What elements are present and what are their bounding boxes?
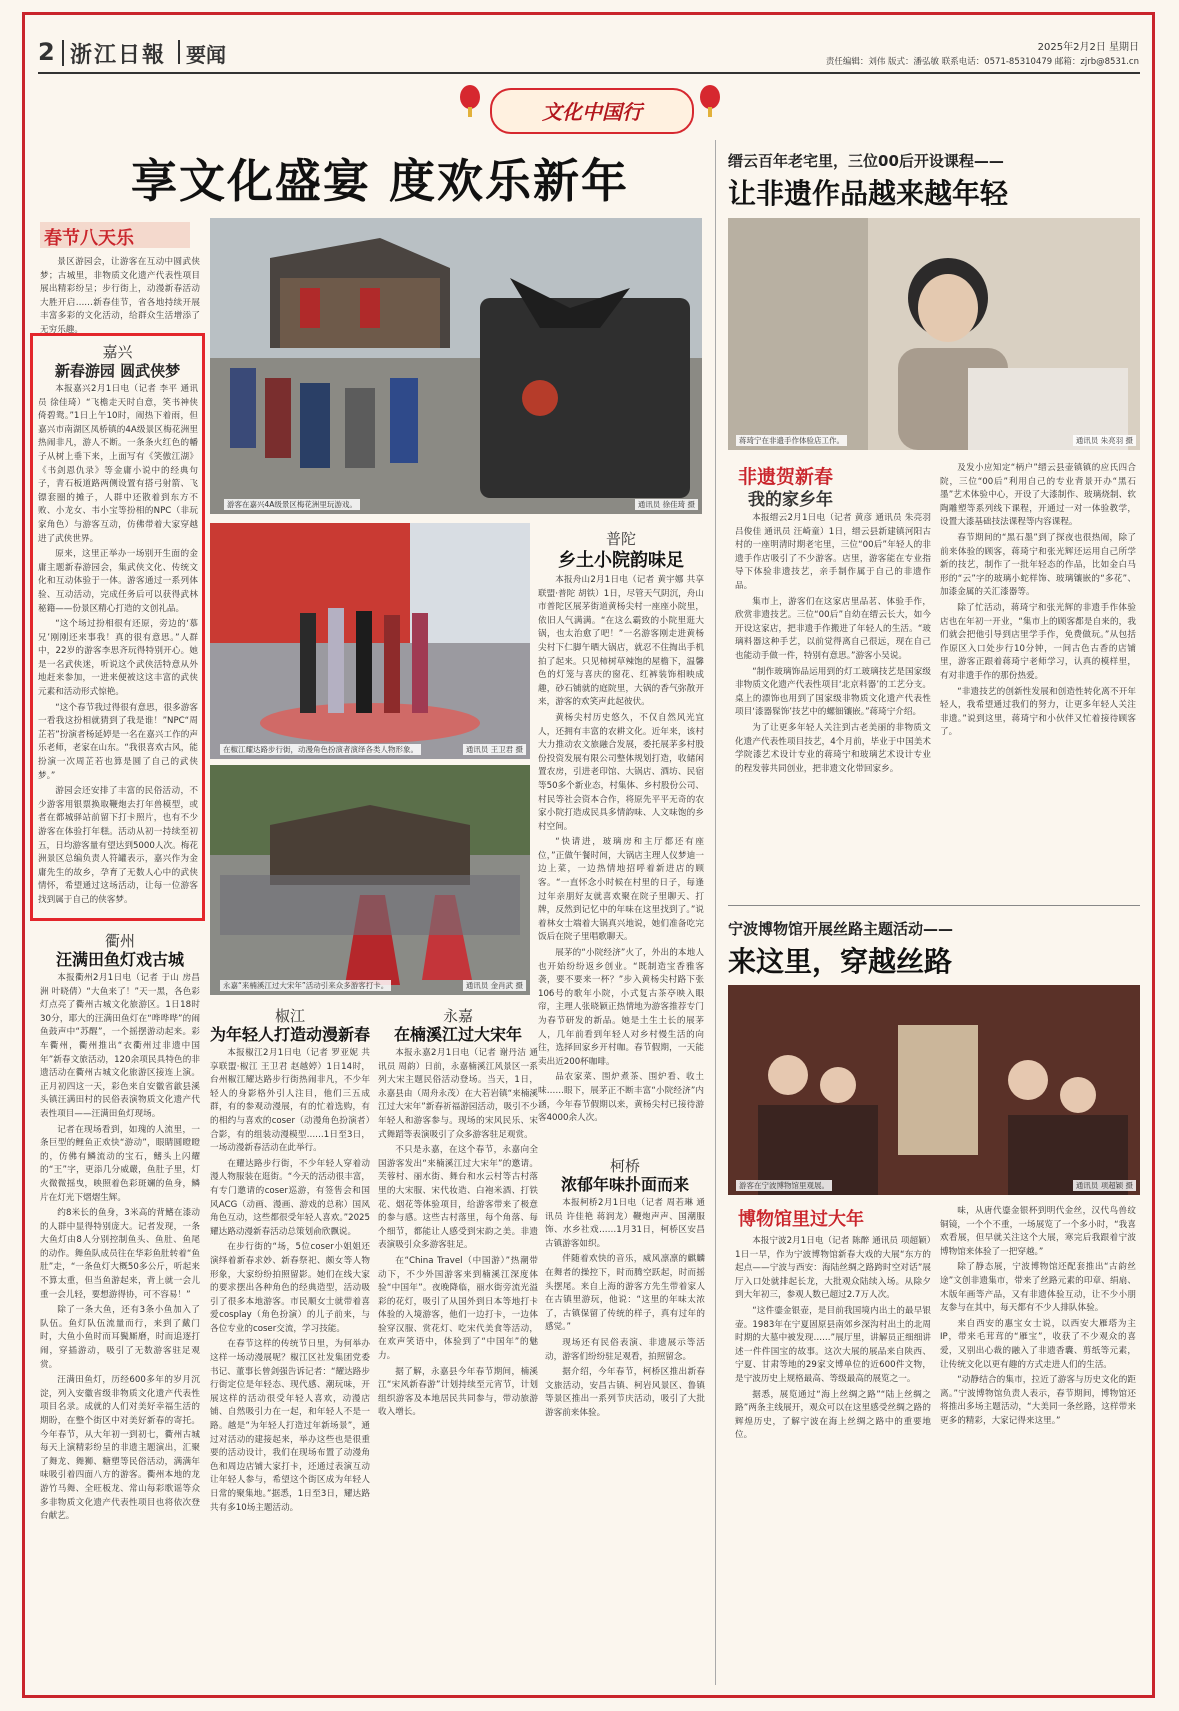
header-divider [62, 40, 64, 66]
photo-caption: 蒋琦宁在非遗手作体验店工作。 [736, 435, 847, 446]
photo-caption: 游客在宁波博物馆里观展。 [736, 1180, 832, 1191]
scene-illustration [210, 218, 702, 514]
paragraph: 记者在现场看到，如瑰的人流里，一条巨型的鲤鱼正欢快“游动”，眼睛圆瞪瞪的，仿佛有鳞流动的宝石，鳍头上闪耀的“王”字，更添几分威嚴，鱼肚子里，灯火微微摇曳，映照着色彩斑斓的鱼身，鳞片在灯光下熠熠生辉。 [40, 1124, 200, 1203]
article-body [538, 574, 704, 1124]
paragraph: 来自西安的惠宝女士说，以西安大雁塔为主IP，带来毛茸茸的“雁宝”，收获了不少观众的喜爱，又别出心裁的融入了非遗香囊、剪纸等元素，让传统文化以更有趣的方式走进人们的生活。 [940, 1318, 1136, 1370]
kicker: 缙云百年老宅里，三位00后开设课程—— [728, 152, 1004, 170]
photo-credit: 通讯员 朱亮羽 摄 [1073, 435, 1136, 446]
paragraph: 现场还有民俗表演、非遗展示等活动，游客们纷纷驻足观看，拍照留念。 [545, 1337, 705, 1362]
paragraph: 集市上，游客们在这家店里品茗、体验手作，欣赏非遗技艺。三位“00后”自幼在缙云长大，如今开设这家店，把非遗手作搬进了年轻人的生活。“玻璃料器这种手艺，以前觉得离自己很远，现在自己也能动手做一件，特别有意思。”游客小吴说。 [735, 596, 931, 661]
paragraph: 在步行街的“场，5位coser小姐姐还演绎着新春求妙、新春祭祀、颇女等人物形象，大家纷纷拍照留影。她们在线大家的要求摆出各种角色的经典造型，活动吸引了很多本地游客。市民顺女士就带着喜爱cosplay（角色扮演）的儿子前来，与各位专业的coser交流，学习技能。 [210, 1242, 370, 1334]
paragraph: 据了解，永嘉县今年春节期间，楠溪江“宋风新春游”计划持续至元宵节，计划组织游客及本地居民共同参与，带动旅游收入增长。 [378, 1366, 538, 1418]
paragraph: 在耀达路步行街，不少年轻人穿着动漫人物服装在逛街。“今天的活动很丰富，有专门邀请的coser巡游，有签售会和国风ACG（动画、漫画、游戏的总称）国风角色互动，这些都很受年轻人喜欢。”2025耀达路动漫新春活动总策划俞欣飘说。 [210, 1158, 370, 1237]
paragraph: “快请进，玻璃房和主厅都还有座位，”正做午餐时间，大锅店主理人仪梦迪一边上菜，一边热情地招呼着新进店的顾客。“一直怀念小时候在村里的日子，每逢过年亲朋好友就喜欢聚在院子里聊天、打牌，反然到记忆中的年味在这里找到了。”说着林女士端着大锅真兴地说，她们准备吃完饭后在院子里唱歌聊天。 [538, 837, 704, 943]
paragraph: 本报椒江2月1日电（记者 罗亚妮 共享联盟·椒江 王卫君 赵越婷）1日14时，台州椒江耀达路步行街热闹非凡，不少年轻人的身影格外引人注目，他们三五成群，有的参观动漫展，有的忙着选购，有的相约与喜欢的coser（动漫角色扮演者）合影，有的组装动漫模型……1日至3日，一场动漫新春活动在此举行。 [210, 1048, 370, 1154]
city-name: 椒江 [274, 1007, 305, 1025]
article-title: 在楠溪江过大宋年 [393, 1025, 522, 1044]
article-title: 汪满田鱼灯戏古城 [55, 950, 184, 969]
photo-credit: 通讯员 金肖武 摄 [463, 980, 526, 991]
paragraph: 在春节这样的传统节日里，为何举办这样一场动漫展呢？椒江区社发集团党委书记、董事长曾剑强告诉记者：“耀达路步行街定位是年轻态、现代感、潮玩味，开展这样的活动很受年轻人喜欢，动漫店铺、自然吸引力在一起，和年轻人不是一路。越是“为年轻人打造过年新场景”，通过对活动的建接起来，举办这些也是很重要的活动设计，我们在现场布置了动漫角色和周边店铺大家打卡，还通过表演互动让年轻人参与，希望这个街区成为年轻人日常的聚集地。”据悉，1日至3日，耀达路共有多10场主题活动。 [210, 1339, 370, 1513]
scene-illustration [210, 765, 530, 995]
paragraph: 本报缙云2月1日电（记者 黄彦 通讯员 朱亮羽 吕俊佳 通讯员 汪崎童）1日，缙云县新建镇河阳古村的一座明清时期老宅里，三位“00后”年轻人的非遗手作店吸引了不少游客。店里，游客能在专业指导下体验非遗技艺，亲手制作属于自己的非遗作品。 [735, 513, 931, 591]
badge-text: 文化中国行 [542, 100, 642, 124]
city-name: 衢州 [104, 932, 135, 950]
paragraph: 本报柯桥2月1日电（记者 周若琳 通讯员 许佳艳 蒋润龙）鞭炮声声、国潮服饰、水乡社戏……1月31日，柯桥区安昌古镇游客如织。 [545, 1198, 705, 1249]
article-title: 浓郁年味扑面而来 [560, 1175, 689, 1194]
paragraph: 除了一条大鱼，还有3条小鱼加入了队伍。鱼灯队伍流量而行，来到了戴门时，大鱼小鱼时而耳鬓厮磨，时而追逐打闹，穿插游动，吸引了无数游客驻足观赏。 [40, 1305, 200, 1370]
photo-credit: 通讯员 王卫君 摄 [463, 744, 526, 755]
city-name: 嘉兴 [102, 343, 133, 361]
article-title: 乡土小院韵味足 [558, 550, 684, 571]
paragraph: 约8米长的鱼身，3米高的背鳍在漆动的人群中显得特别庞大。记者发现，一条大鱼灯由8人分别控制鱼头、鱼肚、鱼尾的动作。舞鱼队成员往在华彩鱼肚转着“鱼肚”走，“一条鱼灯大概50多公斤，听起来不算太重，但当鱼游起来，背上就一会儿重一会儿轻，要想游得协，可不容易！” [40, 1208, 200, 1300]
article-body [40, 972, 200, 1687]
photo-caption: 游客在嘉兴4A级景区梅花洲里玩游戏。 [224, 499, 360, 510]
city-name: 永嘉 [442, 1007, 473, 1025]
column-rule [715, 140, 716, 1685]
headline: 来这里，穿越丝路 [728, 945, 953, 978]
paragraph: 除了静态展，宁波博物馆还配套推出“古韵丝途”文创非遗集市，带来了丝路元素的印章、绢扇、木版年画等产品，又有非遗体验互动，让不少小朋友参与在其中，每天都有不少人排队体验。 [940, 1262, 1136, 1314]
photo-jiaxing [210, 218, 702, 514]
paper-name: 浙江日報 [70, 42, 167, 68]
article-body [940, 462, 1136, 892]
paragraph: 本报永嘉2月1日电（记者 谢丹洁 通讯员 周韵）日前，永嘉楠溪江风景区一系列大宋主题民俗活动登场。当天，1日，永嘉县由（周舟永茂）在大若岩镇“来楠溪江过大宋年”新春祈福游园活动，吸引不少年轻人和游客参与。现场的宋风民乐、宋式舞蹈等表演吸引了众多游客驻足观赏。 [378, 1048, 538, 1140]
paragraph: “制作玻璃饰品运用到的灯工玻璃技艺是国家级非物质文化遗产代表性项目‘北京料器’的工艺分支。桌上的漂饰也用到了国家级非物质文化遗产代表性项目‘漆器髹饰’技艺中的螺钿镶嵌。”蒋琦宁介绍。 [735, 666, 931, 718]
photo-jinyun [728, 218, 1140, 450]
header-divider-2 [178, 40, 180, 64]
article-body [735, 512, 931, 892]
scene-illustration [728, 985, 1140, 1195]
paragraph: 游园会还安排了丰富的民俗活动，不少游客用银票换取鞭炮去打年兽模型，或者在都城驿站前留下打卡照片，也有不少游客在体验打年糕。活动从初一持续至初五，日均游客量有望达到5000人次。梅花洲景区总编负责人符罐表示，嘉兴作为金庸先生的故乡，孕育了无数人心中的武侠情怀，希望通过这场活动，让每一位游客找到属于自己的侠客梦。 [38, 786, 198, 905]
side-head: 非遗贺新春 [738, 466, 834, 488]
section-rule [728, 905, 1140, 906]
paragraph: 除了忙活动，蒋琦宁和张光辉的非遗手作体验店也在年初一开业，“集市上的顾客都是自来的，我们就会把他引导到店里学手作，免费做玩。”从包括作原区入口处步行10分钟，一间古色古香的店铺里，游客正跟着蒋琦宁老师学习，认真的模样里，有对非遗手作的那份热爱。 [940, 602, 1136, 681]
paragraph: “这个场过扮相很有还原，旁边的‘慕兄’刚刚还来事我！真的很有意思。”人群中，22岁的游客李思齐玩得特别开心。她是一名武侠迷，听说这个武侠活特意从外地赶来参加，一进来便被这这丰富的武侠元素和活动形式惊艳。 [38, 619, 198, 698]
photo-caption: 在椒江耀达路步行街，动漫角色扮演者演绎各类人物形象。 [220, 744, 421, 755]
header-rule [38, 72, 1140, 74]
editor-line: 责任编辑：刘伟 版式：潘弘敏 联系电话：0571-85310479 邮箱：zjrb@8531.cn [825, 57, 1139, 67]
article-body [38, 383, 198, 915]
photo-credit: 通讯员 徐佳琦 摄 [635, 499, 698, 510]
paragraph: 伴随着欢快的音乐，威风凛凛的麒麟在舞者的操控下，时而腾空跃起，时而摇头摆尾。来自上海的游客方先生带着家人在古镇里游玩，他说：“这里的年味太浓了，古镇保留了传统的样子，真有过年的感觉。” [545, 1254, 705, 1333]
kicker: 宁波博物馆开展丝路主题活动—— [728, 920, 954, 938]
paragraph: “动静结合的集市，拉近了游客与历史文化的距离。”宁波博物馆负责人表示，春节期间，博物馆还将推出多场主题活动，“大美同一条丝路，这样带来更多的精彩，大家记得来这里。” [940, 1375, 1136, 1426]
paragraph: 本报嘉兴2月1日电（记者 李平 通讯员 徐佳琦）“飞檐走天时自意，笑书神侠倚碧鸳。”1日上午10时，闹热下着雨，但嘉兴市南湖区凤桥镇的4A级景区梅花洲里热闹非凡，游人不断。一条条火红色的幡子从树上垂下来，上面写有《笑傲江湖》《书剑恩仇录》等金庸小说中的经典句子，青石板道路两侧设置有搭弓射箭、飞镖套圈的摊子，人群中还散着到东方不败、小龙女、韦小宝等扮相的NPC（非玩家角色）与游客互动，仿佛带着大家穿越进了武侠世界。 [38, 384, 198, 544]
page-number: 2 [38, 38, 55, 66]
photo-jiaojiang [210, 523, 530, 759]
photo-credit: 通讯员 项超颖 摄 [1073, 1180, 1136, 1191]
headline: 让非遗作品越来越年轻 [728, 177, 1009, 210]
paragraph: 及发小应知定“柄户”缙云县壶镇镇的应氏四合院，三位“00后”利用自己的专业背景开办“黑石墨”艺术体验中心，开设了大漆制作、玻璃烧制、软陶雕塑等系列线下课程，开通过一对一体验教学，设置大漆基础技法课程等内容课程。 [940, 463, 1136, 528]
scene-illustration [210, 523, 530, 759]
paragraph: 为了让更多年轻人关注到古老美丽的非物质文化遗产代表性项目技艺，4个月前，毕业于中国美术学院漆艺术设计专业的蒋琦宁和玻璃艺术设计专业的程发蓉共同创业，把非遗文化带回家乡。 [735, 722, 931, 774]
paragraph: “非遗技艺的创新性发展和创造性转化离不开年轻人，我希望通过我们的努力，让更多年轻人关注非遗。”说到这里，蒋琦宁和小伙伴又忙着接待顾客了。 [940, 686, 1136, 738]
article-body [378, 1047, 538, 1687]
paragraph: 黄杨尖村历史悠久，不仅自然风光宜人，还拥有丰富的农耕文化。近年来，该村大力推动农文旅融合发展，委托展茅多村股份投资发展有限公司整体规划打造，收储闲置农房，引进老印馆、大锅店、酒坊、民宿等50多个新业态，村集体、乡村股份公司、村民等社会资本合作，将原先平平无奇的农家小院打造成民具多情韵味、人文味饱的乡村空间。 [538, 712, 704, 832]
paragraph: 不只是永嘉，在这个春节，永嘉向全国游客发出“来楠溪江过大宋年”的邀请。芙蓉村、丽水街、舞台和水云村等古村落里的大宋服、宋代妆造、白袍米酒、打铁花、烟花等体验项目，给游客带来了极意的参与感。这些古村落里，每个角落、每个细节，都能让人感受到宋韵之美。非遗表演吸引众多游客驻足。 [378, 1145, 538, 1251]
paragraph: 本报衢州2月1日电（记者 于山 房昌洲 叶晓倩）“大鱼来了！”天一黑，各色彩灯点亮了衢州古城文化旅游区。1日18时30分，耶大的汪满田鱼灯在“哗哗哗”的闹鱼鼓声中“苏醒”，一个摇摆游动起来。彩车衢州，衢州推出“衣衢州过非遗中国年”新春文旅活动，120余项民具特色的非遗活动在衢州古城文化旅游区接连上演。正月初四这一天，彩色来自安徽省歙县溪头镇汪满田村的民俗表演物质文化遗产代表性项目——汪满田鱼灯现场。 [40, 973, 200, 1119]
left-intro [40, 256, 200, 336]
paragraph: 本报舟山2月1日电（记者 黄宇娜 共享联盟·普陀 胡铁）1日，尽管天气阴沉，舟山市普陀区展茅街道黄杨尖村一座座小院里，依旧人气满满。“在这么霸致的小院里逛大锅，也太治愈了吧！”一名游客刚走进黄杨尖村下仁脚午晒大锅店，就忍不住掏出手机拍了起来。只见柿树草辣饱的屋檐下，温馨色的灯笼与喜庆的窗花、红裤装饰相映成趣，砂石铺就的庭院里，大锅的香气弥散开来，游客的欢笑声此起彼伏。 [538, 575, 704, 708]
issue-date: 2025年2月2日 星期日 [1037, 42, 1139, 53]
side-head: 我的家乡年 [748, 490, 833, 510]
lantern-icon [700, 85, 720, 109]
article-title: 为年轻人打造动漫新春 [210, 1025, 371, 1044]
article-body [940, 1205, 1136, 1685]
paragraph: 春节期间的“黑石墨”到了探夜也很热闹，除了前来体验的顾客，蒋琦宁和张光辉还运用自己所学新的技艺，制作了一批年轻态的作品，比如金白马形的“云”字的玻璃小蛇样饰、玻璃镶嵌的“多花”、加漆金属的关汇漆器等。 [940, 532, 1136, 598]
paragraph: 景区游园会，让游客在互动中圆武侠梦；古城里，非物质文化遗产代表性项目展出精彩纷呈；步行街上，动漫新春活动大胜开启……新春佳节，省各地持续开展丰富多彩的文化活动，给群众生活增添了无穷乐趣。 [40, 257, 200, 335]
paragraph: 本报宁波2月1日电（记者 陈醉 通讯员 项超颖）1日一早，作为宁波博物馆新春大戏的大展“东方的起点——宁波与西安：海陆丝绸之路跨时空对话”展厅入口处就排起长龙，大批观众陆续入场。从除夕到大年初三，参观人数已超过2.7万人次。 [735, 1236, 931, 1301]
city-name: 普陀 [605, 530, 636, 548]
paragraph: 品农家菜、围炉煮茶、围炉看、收土味……眼下，展茅正不断丰富“小院经济”内涵，今年春节假期以来，黄杨尖村已接待游客4000余人次。 [538, 1072, 704, 1124]
photo-ningbo [728, 985, 1140, 1195]
photo-caption: 永嘉“来楠溪江过大宋年”活动引来众多游客打卡。 [220, 980, 391, 991]
paragraph: 汪满田鱼灯，历经600多年的岁月沉淀，列入安徽省级非物质文化遗产代表性项目名录。成就的人们对美好幸福生活的期盼，在整个街区中对美好新春的寄托。今年春节，从大年初一到初七，衢州古城每天上演精彩纷呈的非遗主题演出，汇聚了舞龙、舞狮、糖塑等民俗活动，满满年味吸引着四面八方的游客。衢州本地的龙游竹马舞、全旺板龙、常山每彩歌谣等众多非物质文化遗产代表性项目也将依次登台献艺。 [40, 1375, 200, 1522]
side-head: 博物馆里过大年 [738, 1209, 864, 1230]
paragraph: 在“China Travel（中国游）”热潮带动下，不少外国游客来到楠溪江深度体验“中国年”。夜晚降临，丽水街旁流光溢彩的花灯，吸引了从国外到日本等地打卡体验的入境游客，他们一边打卡，一边体验穿汉服、赏花灯、吃宋代美食等活动，在欢声笑语中，体验到了“中国年”的魅力。 [378, 1255, 538, 1362]
photo-yongjia [210, 765, 530, 995]
paragraph: “这个春节我过得很有意思，很多游客一看我这扮相就猜到了我是谁！”NPC“周芷若”扮演者杨延婷是一名在嘉兴工作的声乐老师，老家在山东。“我很喜欢古风，能扮演一次周芷若也算是圆了自己的武侠梦。” [38, 702, 198, 781]
paragraph: 原来，这里正举办一场别开生面的金庸主题新春游园会，集武侠文化、传统文化和互动体验于一体。游客通过一系列体验、互动活动，完成任务后可以获得武林秘籍——份景区精心打造的文创礼品。 [38, 549, 198, 614]
main-headline: 享文化盛宴 度欢乐新年 [130, 154, 629, 208]
paragraph: 据介绍，今年春节，柯桥区推出新春文旅活动，安昌古镇、柯岩风景区、鲁镇等景区推出一系列节庆活动，吸引了大批游客前来体验。 [545, 1367, 705, 1418]
article-title: 新春游园 圆武侠梦 [54, 362, 181, 380]
city-name: 柯桥 [609, 1157, 640, 1175]
section-name: 要闻 [186, 43, 226, 67]
article-body [545, 1197, 705, 1687]
lantern-icon [460, 85, 480, 109]
paragraph: 味，从唐代鎏金银杯到明代金丝，汉代鸟兽纹铜镜，一个个不重，一场展览了一个多小时，“我喜欢看展，但早就关注这个大展，寒完后我跟着宁波博物馆来体验了一把穿越。” [940, 1206, 1136, 1257]
paragraph: 展茅的“小院经济”火了，外出的本地人也开始纷纷返乡创业。“既制造宝香雅客袭，要不要来一杯？”步入黄杨尖村路下张106号的歌年小院，小式复古茶亭映入眼帘，主理人张晓颖正热情地为游客推荐专门为春节研发的新品。她是土生土长的展茅人，几年前看到年轻人对乡村慢生活的向往，选择回家乡开村咖。春节假期，一天能卖出近200杯咖啡。 [538, 948, 704, 1067]
paragraph: “这件鎏金银壶，是目前我国境内出土的最早银壶。1983年在宁夏固原县南郊乡深沟村出土的北周时期的大墓中被发现……”展厅里，讲解员正细细讲述一件件国宝的故事。这次大展的展品来自陕西、宁夏、甘肃等地的29家文博单位的近600件文物，是宁波历史上规格最高、等级最高的展览之一。 [735, 1305, 931, 1384]
section-tag: 春节八天乐 [44, 228, 134, 249]
article-body [210, 1047, 370, 1687]
scene-illustration [728, 218, 1140, 450]
paragraph: 据悉，展览通过“海上丝绸之路”“陆上丝绸之路”两条主线展开，观众可以在这里感受丝绸之路的辉煌历史，了解宁波在海上丝绸之路中的重要地位。 [735, 1389, 931, 1441]
article-body [735, 1235, 931, 1685]
